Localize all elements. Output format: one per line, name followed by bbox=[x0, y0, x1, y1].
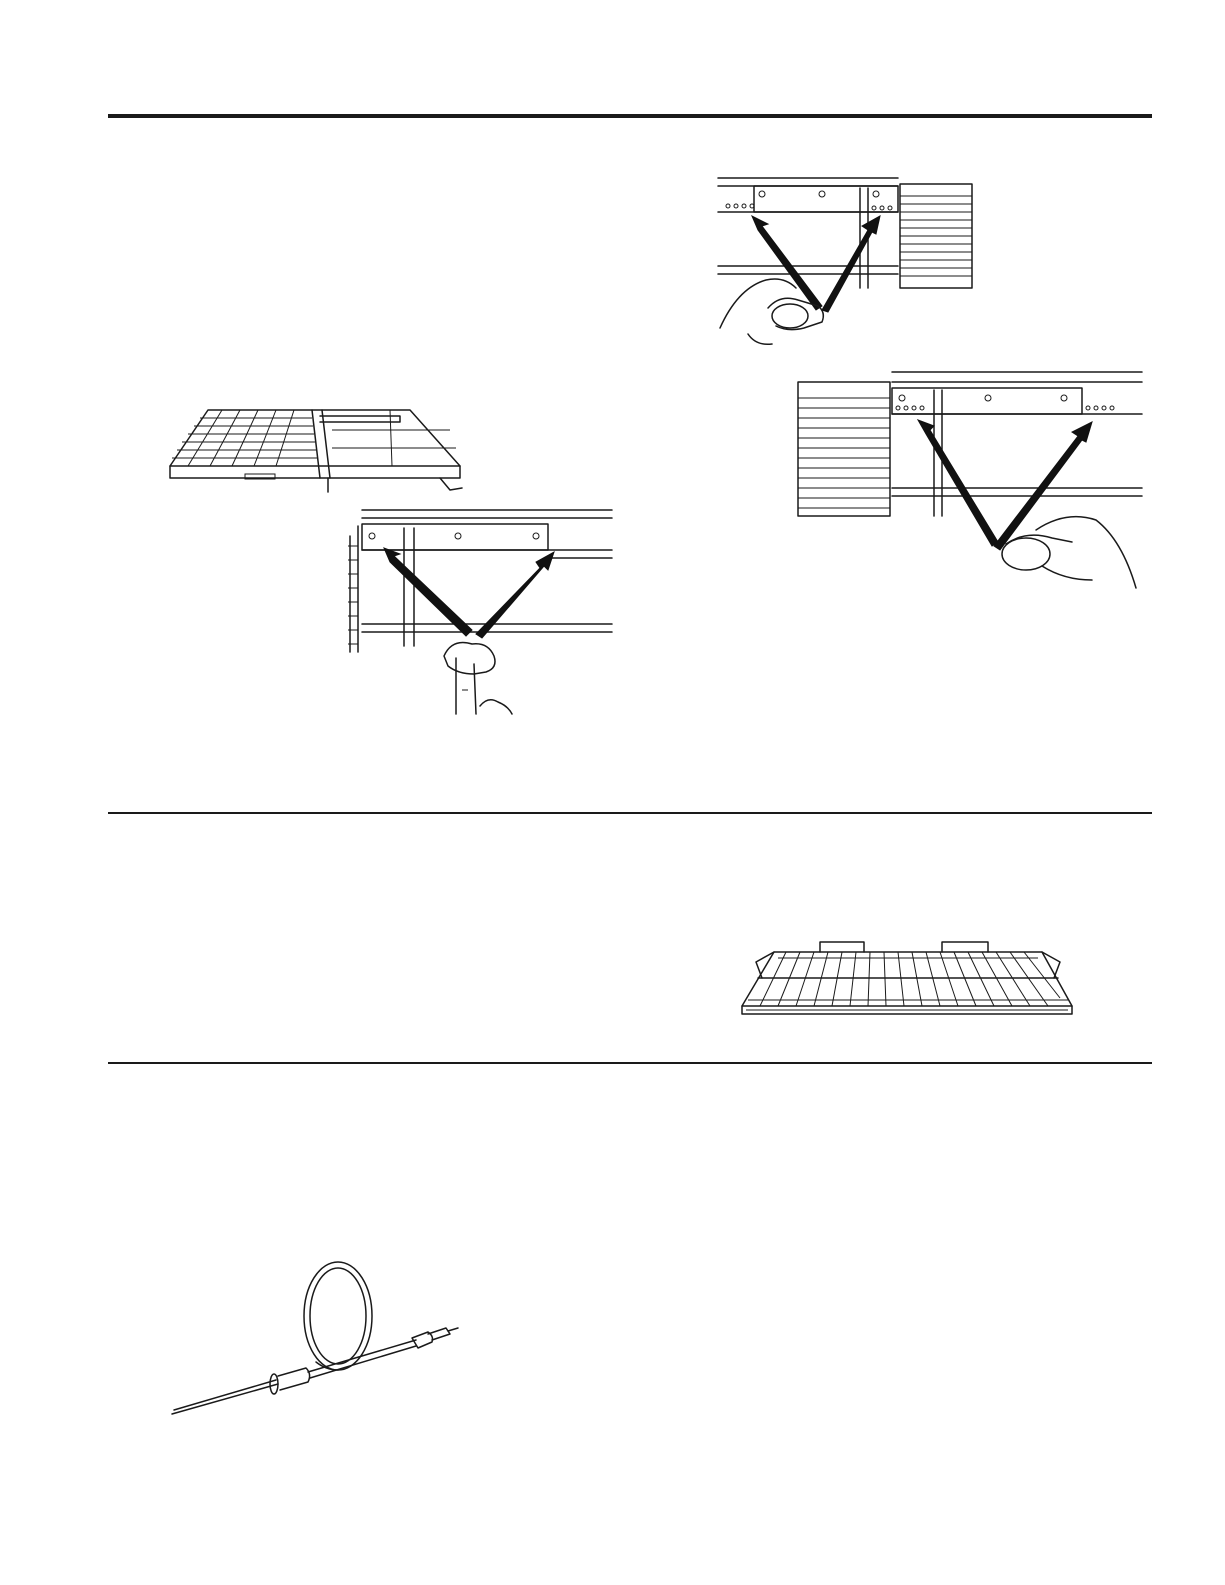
probe-icon bbox=[166, 1258, 466, 1418]
section-divider-1 bbox=[108, 812, 1152, 814]
top-section-rule bbox=[108, 114, 1152, 118]
lubricate-rail-right-illustration bbox=[796, 370, 1142, 592]
section-divider-2 bbox=[108, 1062, 1152, 1064]
extension-rack-icon bbox=[160, 408, 470, 498]
extension-rack-illustration bbox=[160, 408, 470, 498]
temperature-probe-illustration bbox=[166, 1258, 466, 1418]
flat-oven-rack-illustration bbox=[738, 938, 1078, 1024]
oven-rack-icon bbox=[738, 938, 1078, 1024]
wipe-rail-illustration bbox=[348, 506, 614, 716]
lubricate-rail-left-illustration bbox=[718, 176, 984, 348]
